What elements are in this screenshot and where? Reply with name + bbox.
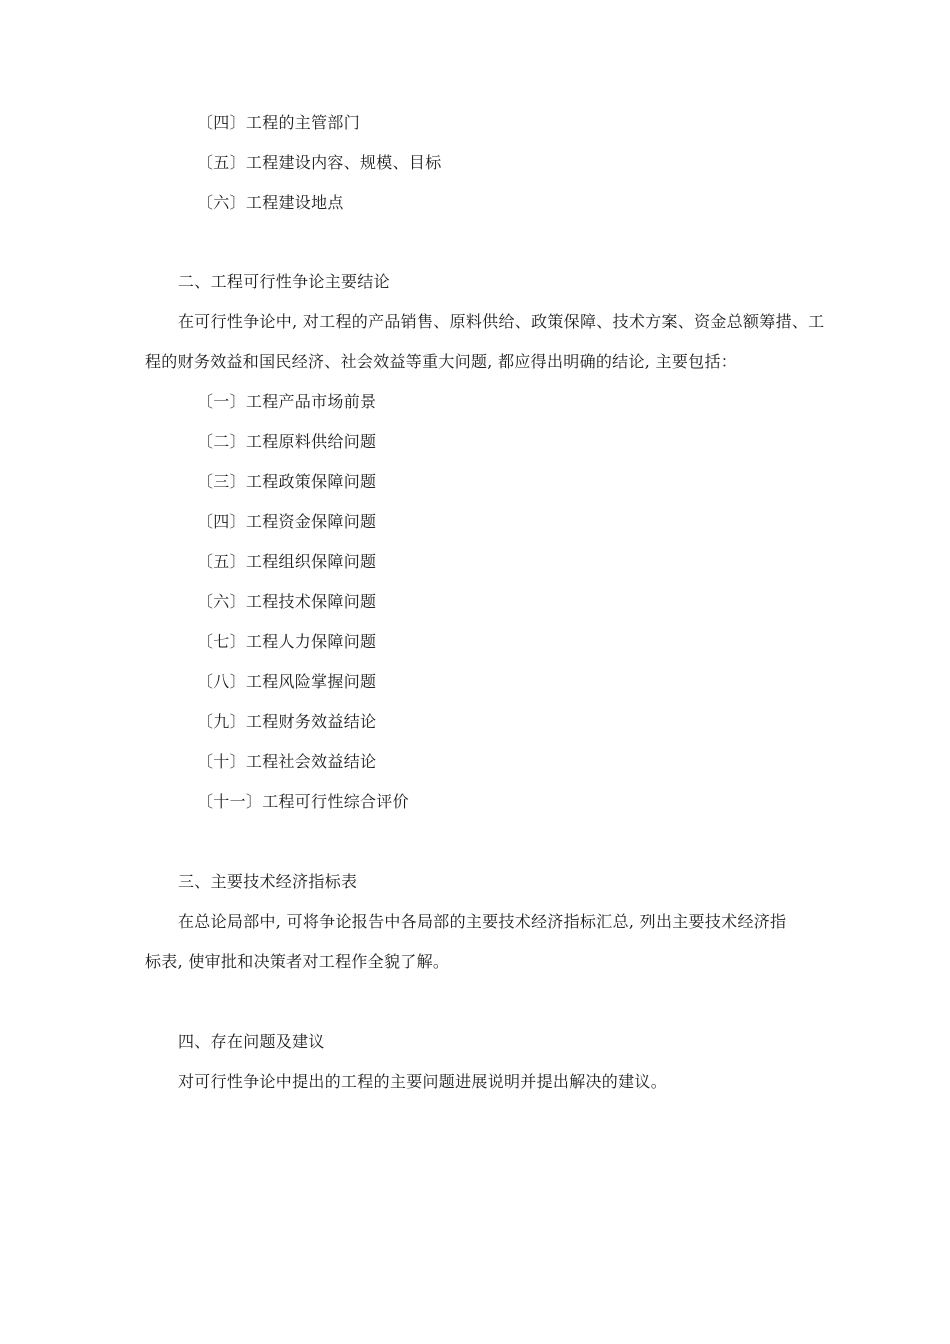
list-item: 〔七〕工程人力保障问题 (197, 632, 377, 651)
list-item: 〔六〕工程技术保障问题 (197, 592, 377, 611)
paragraph-line: 程的财务效益和国民经济、社会效益等重大问题, 都应得出明确的结论, 主要包括： (145, 352, 738, 371)
section-heading: 三、主要技术经济指标表 (178, 872, 358, 891)
section-heading: 二、工程可行性争论主要结论 (178, 272, 390, 291)
list-item: 〔二〕工程原料供给问题 (197, 432, 377, 451)
paragraph-line: 在可行性争论中, 对工程的产品销售、原料供给、政策保障、技术方案、资金总额筹措、工 (178, 312, 825, 331)
list-item: 〔十一〕工程可行性综合评价 (197, 792, 409, 811)
list-item: 〔十〕工程社会效益结论 (197, 752, 377, 771)
list-item: 〔一〕工程产品市场前景 (197, 392, 377, 411)
list-item: 〔四〕工程的主管部门 (197, 113, 361, 132)
list-item: 〔五〕工程组织保障问题 (197, 552, 377, 571)
paragraph-line: 对可行性争论中提出的工程的主要问题进展说明并提出解决的建议。 (178, 1072, 668, 1091)
section-heading: 四、存在问题及建议 (178, 1032, 325, 1051)
paragraph-line: 在总论局部中, 可将争论报告中各局部的主要技术经济指标汇总, 列出主要技术经济指 (178, 912, 787, 931)
list-item: 〔三〕工程政策保障问题 (197, 472, 377, 491)
list-item: 〔四〕工程资金保障问题 (197, 512, 377, 531)
paragraph-line: 标表, 使审批和决策者对工程作全貌了解。 (145, 952, 450, 971)
list-item: 〔九〕工程财务效益结论 (197, 712, 377, 731)
list-item: 〔五〕工程建设内容、规模、目标 (197, 153, 442, 172)
list-item: 〔六〕工程建设地点 (197, 193, 344, 212)
list-item: 〔八〕工程风险掌握问题 (197, 672, 377, 691)
